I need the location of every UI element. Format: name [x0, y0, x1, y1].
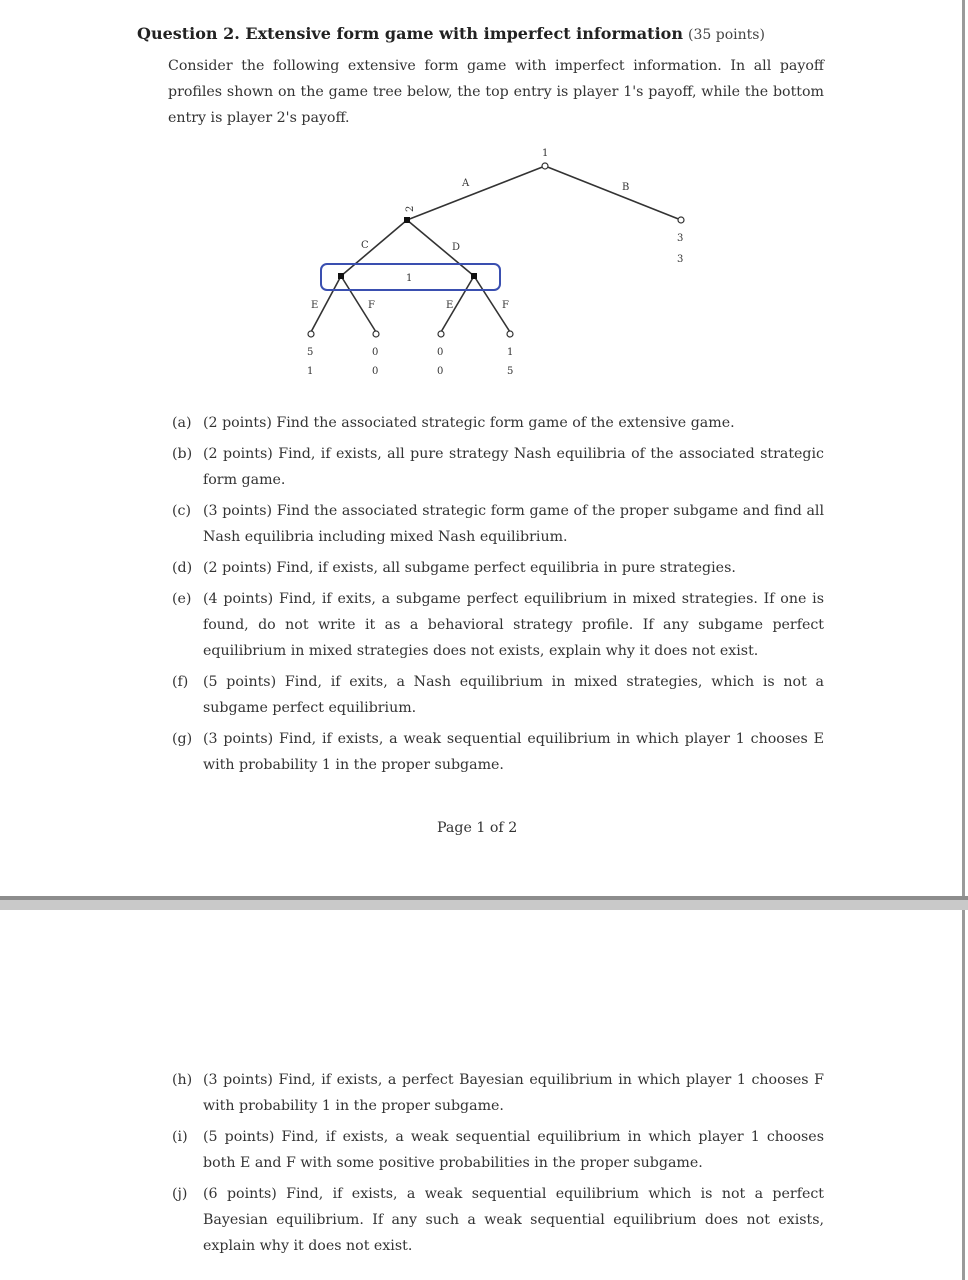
- question-heading: [137, 24, 765, 43]
- b-payoff-p2: 3: [677, 254, 684, 265]
- parts-list-page-1: [172, 410, 824, 783]
- branch-a-label: A: [462, 178, 470, 189]
- list-item: (b) (2 points) Find, if exists, all pure strategy Nash equilibria of the associated strategic form game.: [172, 446, 824, 488]
- info-node-right: [471, 273, 477, 279]
- player2-label: 2: [405, 205, 416, 212]
- terminal-node-4: [507, 331, 513, 337]
- list-item: (f) (5 points) Find, if exits, a Nash equilibrium in mixed strategies, which is not a subgame perfect equilibrium.: [172, 674, 824, 716]
- question-intro: Consider the following extensive form game with imperfect information. In all payoff profiles shown on the game tree below, the top entry is player 1's payoff, while the bottom entry is player 2's payoff.: [168, 58, 824, 126]
- page-number: Page 1 of 2: [437, 820, 518, 836]
- list-item: (g) (3 points) Find, if exists, a weak sequential equilibrium in which player 1 chooses E with probability 1 in the proper subgame.: [172, 731, 824, 773]
- question-title: Question 2. Extensive form game with imperfect information: [137, 24, 683, 43]
- payoff-2-p2: 0: [372, 366, 379, 377]
- branch-d-label: D: [452, 242, 461, 253]
- edge-c: [341, 220, 407, 276]
- info-node-left: [338, 273, 344, 279]
- terminal-node-2: [373, 331, 379, 337]
- payoff-3-p2: 0: [437, 366, 444, 377]
- payoff-1-p2: 1: [307, 366, 314, 377]
- payoff-3-p1: 0: [437, 347, 444, 358]
- info-set-label: 1: [406, 273, 413, 284]
- list-item: (d) (2 points) Find, if exists, all subgame perfect equilibria in pure strategies.: [172, 560, 736, 576]
- page-2: [0, 910, 965, 1280]
- list-item: (c) (3 points) Find the associated strategic form game of the proper subgame and find all Nash equilibria including mixed Nash equilibrium.: [172, 503, 824, 545]
- question-points: (35 points): [688, 27, 765, 43]
- list-item: (h) (3 points) Find, if exists, a perfect Bayesian equilibrium in which player 1 chooses F with probability 1 in the proper subgame.: [172, 1072, 824, 1114]
- parts-list-page-2: [172, 1067, 824, 1264]
- b-payoff-p1: 3: [677, 233, 684, 244]
- terminal-node-1: [308, 331, 314, 337]
- branch-c-label: C: [361, 240, 369, 251]
- left-f-label: F: [368, 300, 375, 311]
- list-item: (a) (2 points) Find the associated strategic form game of the extensive game.: [172, 415, 735, 431]
- branch-b-label: B: [622, 182, 630, 193]
- list-item: (i) (5 points) Find, if exists, a weak sequential equilibrium in which player 1 chooses both E and F with some positive probabilities in the proper subgame.: [172, 1129, 824, 1171]
- list-item: (j) (6 points) Find, if exists, a weak sequential equilibrium which is not a perfect Bayesian equilibrium. If any such a weak sequential equilibrium does not exists, explain why it does not exist.: [172, 1186, 824, 1254]
- payoff-1-p1: 5: [307, 347, 314, 358]
- right-f-label: F: [502, 300, 509, 311]
- terminal-node-b: [678, 217, 684, 223]
- root-player-label: 1: [542, 148, 549, 159]
- game-tree: [0, 140, 968, 390]
- player2-node: [404, 217, 410, 223]
- right-e-label: E: [446, 300, 454, 311]
- root-node: [542, 163, 548, 169]
- payoff-2-p1: 0: [372, 347, 379, 358]
- edge-b: [545, 166, 681, 220]
- page-divider: [0, 896, 968, 910]
- left-e-label: E: [311, 300, 319, 311]
- list-item: (e) (4 points) Find, if exits, a subgame perfect equilibrium in mixed strategies. If one is found, do not write it as a behavioral strategy profile. If any subgame perfect equilibrium in mixed strategies does not exists, explain why it does not exist.: [172, 591, 824, 659]
- edge-a: [407, 166, 545, 220]
- payoff-4-p1: 1: [507, 347, 514, 358]
- terminal-node-3: [438, 331, 444, 337]
- edge-d: [407, 220, 474, 276]
- payoff-4-p2: 5: [507, 366, 514, 377]
